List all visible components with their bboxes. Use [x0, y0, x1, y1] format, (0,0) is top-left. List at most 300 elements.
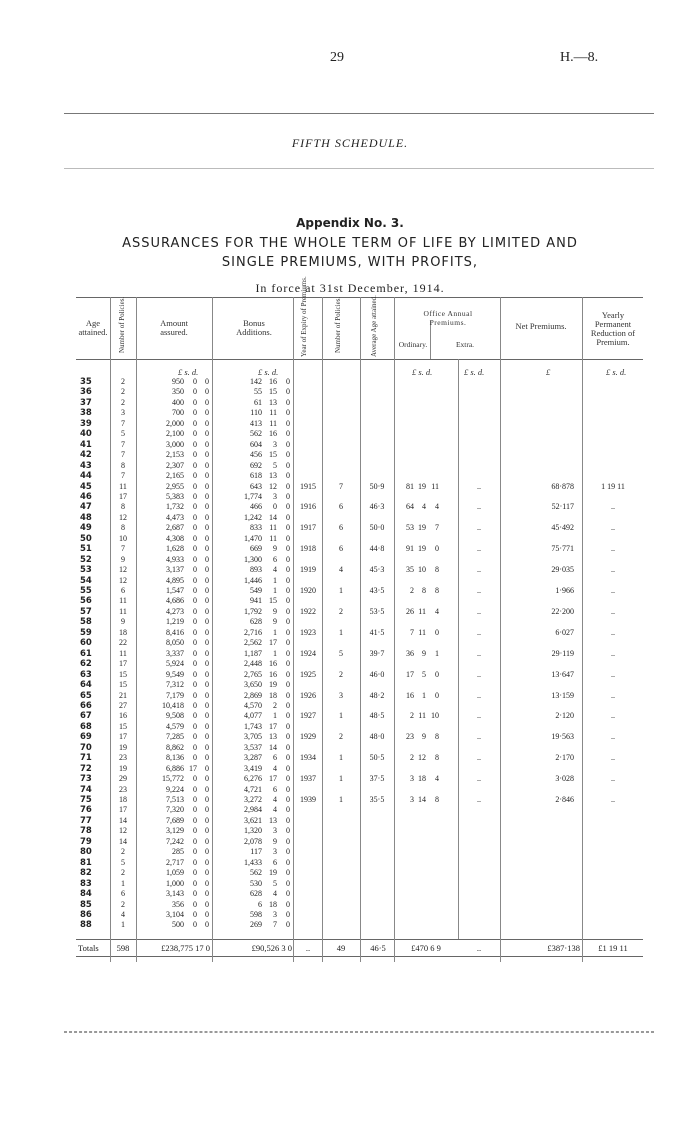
cell-n: 14: [119, 836, 127, 846]
header-amount: Amount assured.: [160, 318, 188, 337]
cell-oo: 2: [410, 753, 414, 763]
cell-n: 11: [119, 606, 127, 616]
cell-as: 0: [193, 669, 197, 679]
cell-bd: 0: [286, 565, 290, 575]
cell-bs: 9: [273, 836, 277, 846]
cell-bd: 0: [286, 429, 290, 439]
cell-as: 0: [193, 596, 197, 606]
cell-age: 88: [80, 920, 92, 931]
unit-net: £: [546, 367, 551, 377]
cell-age: 61: [80, 648, 92, 659]
cell-n: 17: [119, 732, 127, 742]
cell-bs: 13: [269, 815, 277, 825]
cell-avg: 39·7: [369, 648, 385, 658]
cell-as: 0: [193, 554, 197, 564]
cell-amt: 4,933: [166, 554, 184, 564]
cell-bd: 0: [286, 481, 290, 491]
cell-ad: 0: [205, 909, 209, 919]
cell-bs: 0: [273, 502, 277, 512]
cell-bon: 3,287: [244, 753, 262, 763]
rule-top: [64, 168, 654, 169]
cell-oo: 2: [410, 586, 414, 595]
table-row: [76, 576, 643, 586]
cell-bon: 3,537: [244, 742, 262, 752]
cell-bon: 643: [250, 481, 262, 491]
cell-bd: 0: [286, 617, 290, 627]
cell-bs: 1: [273, 586, 277, 595]
cell-amt: 8,136: [166, 753, 184, 763]
cell-bd: 0: [286, 899, 290, 909]
cell-n: 5: [121, 857, 125, 867]
cell-age: 36: [80, 387, 92, 398]
cell-bs: 17: [269, 721, 277, 731]
table-row: [76, 743, 643, 753]
cell-amt: 7,689: [166, 815, 184, 825]
cell-n: 16: [119, 711, 127, 721]
totals-label: Totals: [78, 943, 99, 953]
cell-red: ..: [611, 544, 615, 554]
cell-ad: 0: [205, 512, 209, 522]
cell-as: 0: [193, 815, 197, 825]
header-bonus: Bonus Additions.: [236, 318, 272, 337]
cell-amt: 2,165: [166, 471, 184, 481]
cell-bon: 549: [250, 586, 262, 595]
cell-n: 10: [119, 533, 127, 543]
cell-oo: 64: [406, 502, 414, 512]
cell-bs: 16: [269, 429, 277, 439]
cell-bon: 1,792: [244, 606, 262, 616]
cell-os: 8: [422, 586, 426, 595]
cell-yr: 1939: [300, 795, 316, 804]
cell-n: 9: [121, 554, 125, 564]
cell-yr: 1927: [300, 711, 316, 721]
cell-n: 23: [119, 784, 127, 794]
page-number: 29: [330, 50, 344, 65]
cell-as: 0: [193, 690, 197, 700]
cell-amt: 1,547: [166, 586, 184, 595]
cell-age: 47: [80, 502, 92, 513]
cell-net: 75·771: [551, 544, 574, 554]
cell-ad: 0: [205, 439, 209, 449]
cell-amt: 3,137: [166, 565, 184, 575]
cell-net: 52·117: [551, 502, 574, 512]
cell-ad: 0: [205, 878, 209, 888]
cell-age: 44: [80, 471, 92, 482]
cell-od: 8: [435, 753, 439, 763]
cell-ad: 0: [205, 533, 209, 543]
cell-n: 19: [119, 763, 127, 773]
cell-age: 58: [80, 617, 92, 628]
cell-bd: 0: [286, 753, 290, 763]
cell-bs: 1: [273, 648, 277, 658]
cell-age: 42: [80, 450, 92, 461]
cell-ad: 0: [205, 627, 209, 637]
table-row: [76, 450, 643, 460]
cell-od: 7: [435, 523, 439, 533]
cell-n: 8: [121, 460, 125, 470]
cell-bon: 4,077: [244, 711, 262, 721]
cell-bd: 0: [286, 648, 290, 658]
cell-red: 1 19 11: [601, 481, 625, 491]
cell-yr: 1934: [300, 753, 316, 763]
cell-yr: 1916: [300, 502, 316, 512]
cell-as: 0: [193, 920, 197, 930]
cell-bon: 3,419: [244, 763, 262, 773]
table-row: [76, 837, 643, 847]
cell-os: 5: [422, 669, 426, 679]
totals-amount: £238,775 17 0: [161, 943, 210, 953]
cell-p2: 2: [339, 669, 343, 679]
cell-amt: 7,513: [166, 795, 184, 804]
title-line-2: SINGLE PREMIUMS, WITH PROFITS,: [221, 255, 479, 270]
cell-ad: 0: [205, 523, 209, 533]
table-row: [76, 816, 643, 826]
cell-age: 74: [80, 784, 92, 795]
cell-yr: 1922: [300, 606, 316, 616]
cell-bd: 0: [286, 575, 290, 585]
cell-ad: 0: [205, 836, 209, 846]
cell-bd: 0: [286, 460, 290, 470]
header-average-age: Average Age attained.: [370, 295, 378, 357]
cell-bs: 15: [269, 596, 277, 606]
cell-as: 0: [193, 889, 197, 899]
cell-n: 2: [121, 377, 125, 386]
cell-n: 2: [121, 397, 125, 407]
cell-ad: 0: [205, 418, 209, 428]
cell-red: ..: [611, 565, 615, 575]
cell-bd: 0: [286, 377, 290, 386]
cell-bon: 562: [250, 429, 262, 439]
cell-amt: 1,059: [166, 868, 184, 878]
cell-as: 0: [193, 878, 197, 888]
table-row: [76, 555, 643, 565]
totals-policies-2: 49: [336, 943, 346, 953]
cell-as: 0: [193, 387, 197, 397]
cell-avg: 46·0: [369, 669, 385, 679]
cell-yr: 1919: [300, 565, 316, 575]
cell-as: 0: [193, 429, 197, 439]
cell-p2: 3: [339, 690, 343, 700]
cell-as: 0: [193, 857, 197, 867]
cell-bon: 893: [250, 565, 262, 575]
cell-red: ..: [611, 648, 615, 658]
totals-row: [76, 942, 643, 954]
cell-amt: 7,285: [166, 732, 184, 742]
cell-as: 0: [193, 397, 197, 407]
cell-p2: 1: [339, 795, 343, 804]
cell-od: 8: [435, 586, 439, 595]
cell-n: 1: [121, 920, 125, 930]
cell-ex: ..: [477, 481, 481, 491]
cell-yr: 1929: [300, 732, 316, 742]
cell-bs: 9: [273, 606, 277, 616]
cell-red: ..: [611, 690, 615, 700]
cell-bon: 3,650: [244, 680, 262, 690]
cell-os: 9: [422, 648, 426, 658]
cell-amt: 400: [172, 397, 184, 407]
cell-as: 0: [193, 847, 197, 857]
cell-os: 11: [418, 606, 426, 616]
cell-net: 19·563: [551, 732, 574, 742]
cell-amt: 2,307: [166, 460, 184, 470]
cell-ad: 0: [205, 721, 209, 731]
cell-ad: 0: [205, 565, 209, 575]
cell-os: 12: [418, 753, 426, 763]
table-row: [76, 858, 643, 868]
cell-age: 69: [80, 732, 92, 743]
cell-avg: 35·5: [369, 795, 385, 804]
cell-bd: 0: [286, 450, 290, 460]
table-row: [76, 680, 643, 690]
cell-ad: 0: [205, 857, 209, 867]
cell-net: 2·120: [555, 711, 574, 721]
cell-od: 4: [435, 606, 439, 616]
cell-ex: ..: [477, 606, 481, 616]
cell-as: 0: [193, 721, 197, 731]
cell-bon: 562: [250, 868, 262, 878]
cell-bon: 269: [250, 920, 262, 930]
cell-as: 0: [193, 439, 197, 449]
cell-bs: 1: [273, 711, 277, 721]
cell-bon: 2,765: [244, 669, 262, 679]
cell-age: 39: [80, 418, 92, 429]
cell-ex: ..: [477, 523, 481, 533]
cell-bon: 1,446: [244, 575, 262, 585]
totals-bonus: £90,526 3 0: [251, 943, 292, 953]
cell-n: 11: [119, 596, 127, 606]
cell-ad: 0: [205, 732, 209, 742]
cell-red: ..: [611, 711, 615, 721]
cell-age: 37: [80, 397, 92, 408]
cell-age: 45: [80, 481, 92, 492]
table-row: [76, 785, 643, 795]
cell-n: 22: [119, 638, 127, 648]
cell-amt: 2,100: [166, 429, 184, 439]
cell-bs: 17: [269, 774, 277, 784]
cell-as: 0: [193, 732, 197, 742]
cell-bs: 14: [269, 742, 277, 752]
cell-as: 0: [193, 502, 197, 512]
cell-age: 73: [80, 774, 92, 785]
cell-amt: 700: [172, 408, 184, 418]
cell-amt: 4,473: [166, 512, 184, 522]
cell-avg: 48·5: [369, 711, 385, 721]
cell-n: 29: [119, 774, 127, 784]
cell-bs: 3: [273, 909, 277, 919]
cell-n: 11: [119, 648, 127, 658]
cell-ad: 0: [205, 648, 209, 658]
cell-ad: 0: [205, 899, 209, 909]
cell-n: 11: [119, 481, 127, 491]
cell-amt: 5,383: [166, 491, 184, 501]
cell-amt: 3,104: [166, 909, 184, 919]
cell-amt: 3,000: [166, 439, 184, 449]
cell-p2: 1: [339, 753, 343, 763]
cell-as: 0: [193, 700, 197, 710]
cell-amt: 350: [172, 387, 184, 397]
totals-average-age: 46·5: [370, 943, 386, 953]
cell-bon: 604: [250, 439, 262, 449]
cell-as: 0: [193, 795, 197, 804]
totals-reduction: £1 19 11: [598, 943, 628, 953]
cell-as: 0: [193, 659, 197, 669]
cell-age: 76: [80, 805, 92, 816]
cell-od: 0: [435, 544, 439, 554]
cell-os: 1: [422, 690, 426, 700]
cell-amt: 3,337: [166, 648, 184, 658]
cell-ad: 0: [205, 460, 209, 470]
cell-yr: 1925: [300, 669, 316, 679]
in-force-subtitle: In force at 31st December, 1914.: [255, 281, 445, 295]
table-row: [76, 638, 643, 648]
cell-net: 29·035: [551, 565, 574, 575]
header-year-expiry: Year of Expiry of Premiums.: [300, 276, 308, 357]
cell-avg: 53·5: [369, 606, 385, 616]
cell-bs: 19: [269, 680, 277, 690]
table-row: [76, 440, 643, 450]
cell-bs: 11: [269, 418, 277, 428]
table-row: [76, 670, 643, 680]
cell-bs: 13: [269, 732, 277, 742]
cell-n: 7: [121, 450, 125, 460]
cell-as: 0: [193, 460, 197, 470]
cell-bon: 833: [250, 523, 262, 533]
cell-age: 49: [80, 523, 92, 534]
cell-oo: 3: [410, 774, 414, 784]
cell-as: 0: [193, 753, 197, 763]
table-row: [76, 617, 643, 627]
table-row: [76, 879, 643, 889]
cell-n: 23: [119, 753, 127, 763]
cell-ad: 0: [205, 711, 209, 721]
cell-amt: 500: [172, 920, 184, 930]
cell-n: 2: [121, 387, 125, 397]
cell-ad: 0: [205, 586, 209, 595]
cell-bs: 6: [273, 784, 277, 794]
cell-ad: 0: [205, 847, 209, 857]
cell-amt: 4,308: [166, 533, 184, 543]
cell-n: 18: [119, 627, 127, 637]
cell-amt: 2,717: [166, 857, 184, 867]
cell-bd: 0: [286, 878, 290, 888]
cell-amt: 6,886: [166, 763, 184, 773]
cell-bd: 0: [286, 857, 290, 867]
cell-as: 0: [193, 909, 197, 919]
cell-p2: 6: [339, 544, 343, 554]
cell-n: 6: [121, 586, 125, 595]
cell-bs: 16: [269, 659, 277, 669]
cell-yr: 1924: [300, 648, 316, 658]
cell-bd: 0: [286, 606, 290, 616]
cell-bd: 0: [286, 680, 290, 690]
cell-amt: 9,508: [166, 711, 184, 721]
cell-as: 0: [193, 826, 197, 836]
cell-bd: 0: [286, 439, 290, 449]
cell-ex: ..: [477, 795, 481, 804]
cell-bs: 4: [273, 763, 277, 773]
cell-ad: 0: [205, 805, 209, 815]
cell-ad: 0: [205, 429, 209, 439]
table-row: [76, 408, 643, 418]
cell-bd: 0: [286, 690, 290, 700]
cell-age: 56: [80, 596, 92, 607]
cell-net: 29·119: [551, 648, 574, 658]
cell-age: 46: [80, 491, 92, 502]
cell-bd: 0: [286, 805, 290, 815]
cell-oo: 3: [410, 795, 414, 804]
cell-bon: 466: [250, 502, 262, 512]
cell-n: 15: [119, 680, 127, 690]
cell-bd: 0: [286, 732, 290, 742]
cell-red: ..: [611, 795, 615, 804]
cell-ex: ..: [477, 586, 481, 595]
cell-bd: 0: [286, 544, 290, 554]
cell-ad: 0: [205, 774, 209, 784]
cell-amt: 2,955: [166, 481, 184, 491]
cell-bd: 0: [286, 774, 290, 784]
cell-amt: 2,687: [166, 523, 184, 533]
totals-office: £470 6 9: [411, 943, 441, 953]
cell-amt: 4,895: [166, 575, 184, 585]
cell-red: ..: [611, 774, 615, 784]
cell-age: 59: [80, 627, 92, 638]
cell-bs: 19: [269, 868, 277, 878]
table-row: [76, 732, 643, 742]
cell-net: 1·966: [555, 586, 574, 595]
cell-bon: 1,743: [244, 721, 262, 731]
cell-bd: 0: [286, 826, 290, 836]
cell-bd: 0: [286, 711, 290, 721]
cell-n: 21: [119, 690, 127, 700]
cell-p2: 1: [339, 627, 343, 637]
cell-bd: 0: [286, 909, 290, 919]
cell-bd: 0: [286, 868, 290, 878]
cell-od: 4: [435, 502, 439, 512]
cell-p2: 1: [339, 774, 343, 784]
cell-od: 0: [435, 627, 439, 637]
cell-as: 0: [193, 418, 197, 428]
cell-bs: 7: [273, 920, 277, 930]
cell-as: 0: [193, 648, 197, 658]
cell-bon: 628: [250, 889, 262, 899]
cell-ad: 0: [205, 659, 209, 669]
cell-yr: 1917: [300, 523, 316, 533]
cell-ad: 0: [205, 387, 209, 397]
cell-as: 0: [193, 491, 197, 501]
cell-bd: 0: [286, 763, 290, 773]
cell-bs: 9: [273, 617, 277, 627]
table-row: [76, 774, 643, 784]
table-row: [76, 419, 643, 429]
cell-n: 2: [121, 868, 125, 878]
cell-p2: 1: [339, 586, 343, 595]
cell-bon: 2,562: [244, 638, 262, 648]
cell-od: 4: [435, 774, 439, 784]
cell-yr: 1923: [300, 627, 316, 637]
cell-bs: 15: [269, 450, 277, 460]
cell-as: 0: [193, 586, 197, 595]
cell-n: 17: [119, 805, 127, 815]
cell-os: 19: [418, 544, 426, 554]
table-row: [76, 492, 643, 502]
cell-bs: 1: [273, 575, 277, 585]
cell-amt: 3,143: [166, 889, 184, 899]
cell-os: 10: [418, 565, 426, 575]
cell-ad: 0: [205, 700, 209, 710]
cell-ad: 0: [205, 397, 209, 407]
cell-ad: 0: [205, 920, 209, 930]
table-row: [76, 586, 643, 596]
